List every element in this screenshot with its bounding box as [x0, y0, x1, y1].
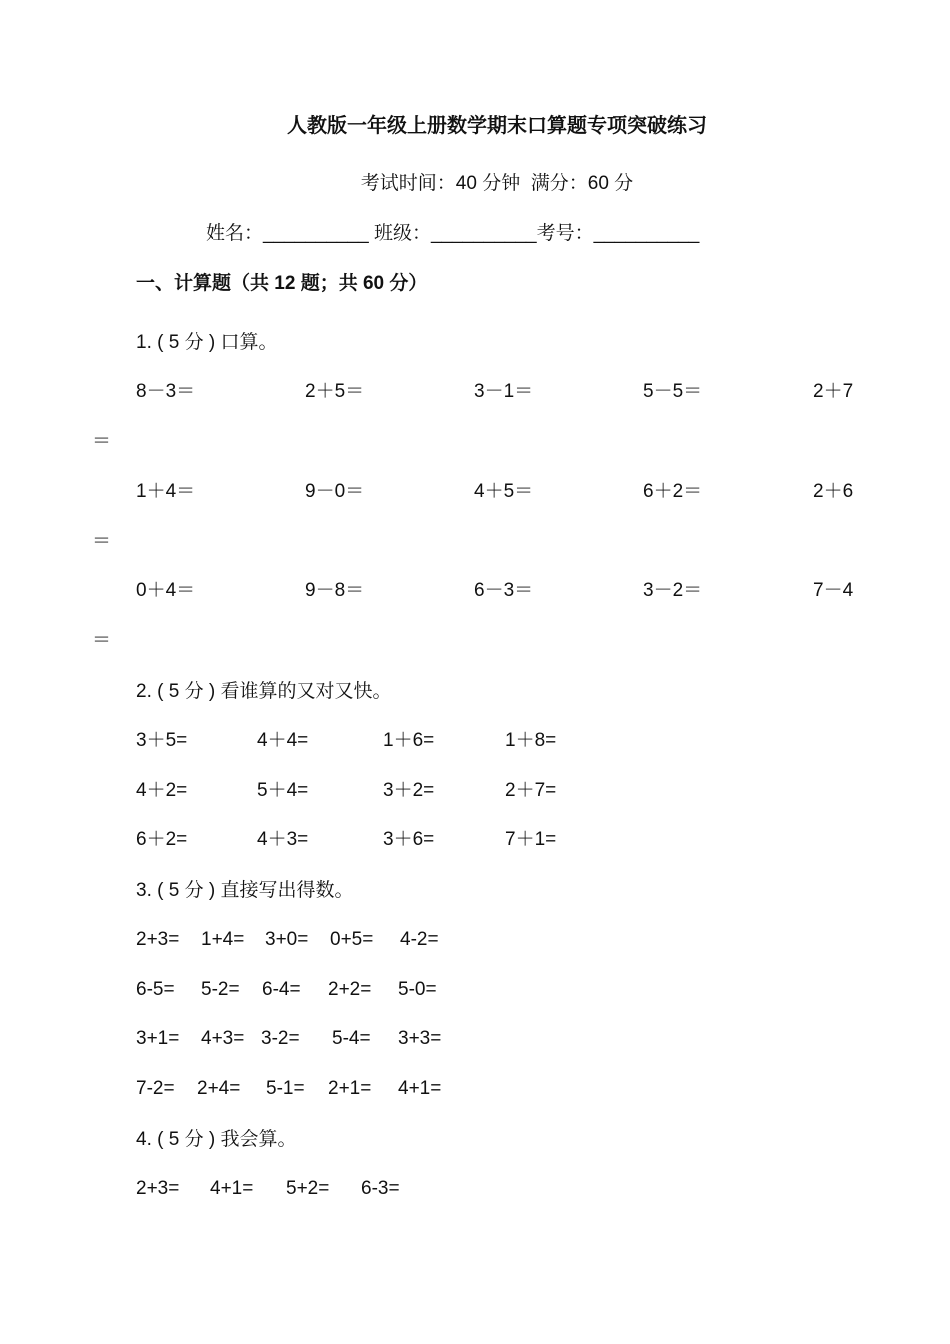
- q3-item: 0+5=: [330, 929, 374, 950]
- q3-item: 5-4=: [332, 1028, 371, 1049]
- q1-item: 7－4: [813, 580, 854, 601]
- student-info: 姓名：__________ 班级：__________考号：__________: [206, 223, 700, 244]
- q3-item: 4-2=: [400, 929, 439, 950]
- q3-item: 7-2=: [136, 1078, 175, 1099]
- q2-item: 4＋4=: [257, 730, 309, 751]
- q2-item: 5＋4=: [257, 780, 309, 801]
- q1-item: 6－3＝: [474, 580, 534, 601]
- q2-item: 6＋2=: [136, 829, 188, 850]
- q1-item: 9－0＝: [305, 481, 365, 502]
- q1-item: 2＋7: [813, 381, 854, 402]
- q1-item: 5－5＝: [643, 381, 703, 402]
- q1-item: 0＋4＝: [136, 580, 196, 601]
- q2-item: 3＋5=: [136, 730, 188, 751]
- q3-item: 2+1=: [328, 1078, 372, 1099]
- q2-item: 2＋7=: [505, 780, 557, 801]
- question-4-heading: 4. ( 5 分 ) 我会算。: [136, 1129, 297, 1150]
- q4-item: 2+3=: [136, 1178, 180, 1199]
- exam-info: 考试时间：40 分钟 满分：60 分: [360, 173, 634, 194]
- q1-item: 2＋5＝: [305, 381, 365, 402]
- q1-item: 1＋4＝: [136, 481, 196, 502]
- q1-wrap-equals: ＝: [92, 531, 112, 552]
- q4-item: 6-3=: [361, 1178, 400, 1199]
- q2-item: 3＋6=: [383, 829, 435, 850]
- q3-item: 3+0=: [265, 929, 309, 950]
- q1-item: 3－2＝: [643, 580, 703, 601]
- q1-wrap-equals: ＝: [92, 630, 112, 651]
- question-1-heading: 1. ( 5 分 ) 口算。: [136, 332, 278, 353]
- question-2-heading: 2. ( 5 分 ) 看谁算的又对又快。: [136, 681, 392, 702]
- q3-item: 6-4=: [262, 979, 301, 1000]
- q3-item: 5-0=: [398, 979, 437, 1000]
- q1-item: 9－8＝: [305, 580, 365, 601]
- q4-item: 5+2=: [286, 1178, 330, 1199]
- q3-item: 2+3=: [136, 929, 180, 950]
- q2-item: 4＋3=: [257, 829, 309, 850]
- section-heading: 一、计算题（共 12 题；共 60 分）: [136, 273, 428, 294]
- q2-item: 7＋1=: [505, 829, 557, 850]
- q3-item: 1+4=: [201, 929, 245, 950]
- q2-item: 1＋6=: [383, 730, 435, 751]
- q4-item: 4+1=: [210, 1178, 254, 1199]
- q3-item: 2+4=: [197, 1078, 241, 1099]
- q3-item: 4+1=: [398, 1078, 442, 1099]
- q3-item: 4+3=: [201, 1028, 245, 1049]
- q2-item: 4＋2=: [136, 780, 188, 801]
- q3-item: 6-5=: [136, 979, 175, 1000]
- q1-item: 8－3＝: [136, 381, 196, 402]
- q1-item: 4＋5＝: [474, 481, 534, 502]
- q1-item: 6＋2＝: [643, 481, 703, 502]
- document-title: 人教版一年级上册数学期末口算题专项突破练习: [287, 115, 707, 137]
- q1-wrap-equals: ＝: [92, 431, 112, 452]
- q1-item: 2＋6: [813, 481, 854, 502]
- q1-item: 3－1＝: [474, 381, 534, 402]
- q3-item: 3-2=: [261, 1028, 300, 1049]
- q3-item: 5-1=: [266, 1078, 305, 1099]
- q3-item: 5-2=: [201, 979, 240, 1000]
- q3-item: 2+2=: [328, 979, 372, 1000]
- q2-item: 3＋2=: [383, 780, 435, 801]
- q3-item: 3+3=: [398, 1028, 442, 1049]
- q2-item: 1＋8=: [505, 730, 557, 751]
- question-3-heading: 3. ( 5 分 ) 直接写出得数。: [136, 880, 354, 901]
- q3-item: 3+1=: [136, 1028, 180, 1049]
